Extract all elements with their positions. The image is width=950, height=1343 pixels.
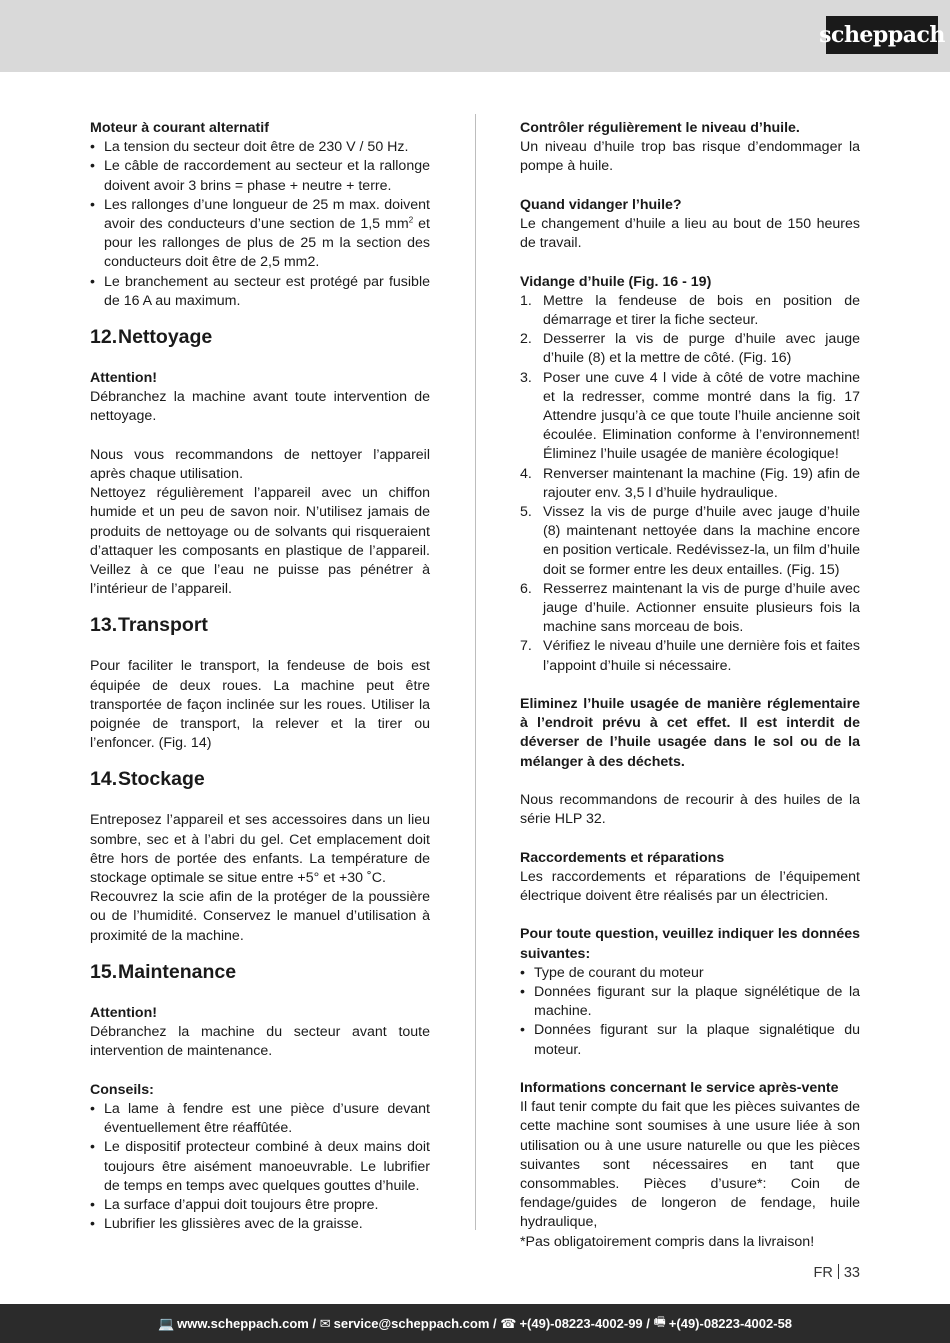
list-item [520,637,860,675]
paragraph: Débranchez la machine du secteur avant toute intervention de maintenance. [90,1024,430,1060]
envelope-icon: ✉ [319,1315,331,1331]
paragraph: Nettoyez régulièrement l’appareil avec un chiffon humide et un peu de savon noir. N’utilisez jamais de produits de nettoyage ou de solvants qui risqueraient d’attaquer les composants en plastique de l’appareil. Veillez à ce que l’eau ne puisse pas pénétrer à l’intérieur de l’appareil. [90,485,430,598]
paragraph: Débranchez la machine avant toute intervention de nettoyage. [90,389,430,425]
step-number: 3. [520,369,532,386]
tips-heading: Conseils: [90,1081,154,1098]
step-text: Poser une cuve 4 l vide à côté de votre machine et la redresser, comme montré dans la fig. 17 Attendre jusqu’à ce que toute l’huile ancienne soit écoulée. Elimination conforme à l’environnement! Éliminez l’huile usagée de manière écologique! [543,369,860,463]
paragraph: Il faut tenir compte du fait que les pièces suivantes de cette machine sont soumises à une usure liée à son utilisation ou à une usure naturelle ou que les pièces suivantes sont nécessaires en tant que consommables. Pièces d’usure*: Coin de fendage/guides de longeron de fendage, huile hydraulique, [520,1099,860,1231]
list-item: • Le branchement au secteur est protégé par fusible de 16 A au maximum. [90,273,430,311]
list-item: • Le dispositif protecteur combiné à deux mains doit toujours être aisément manoeuvrable. Le lubrifier de temps en temps avec quelques gouttes d’huile. [90,1138,430,1196]
paragraph: Pour faciliter le transport, la fendeuse de bois est équipée de deux roues. La machine peut être transportée de façon inclinée sur les roues. Utiliser la poignée de transport, la relever et la tirer ou l’enfoncer. (Fig. 14) [90,658,430,752]
step-text: Mettre la fendeuse de bois en position de démarrage et tirer la fiche secteur. [543,292,860,328]
step-text: Resserrez maintenant la vis de purge d’huile avec jauge d’huile. Actionner ensuite plusieurs fois la machine sans morceau de bois. [543,580,860,636]
section-title: Nettoyage [118,326,213,349]
question-list [520,964,860,1060]
motor-heading: Moteur à courant alternatif [90,120,269,136]
page-number [814,1264,860,1281]
left-column [90,119,430,1234]
list-item [90,196,430,273]
step-number: 6. [520,580,532,597]
section-heading-13 [90,613,430,637]
list-item: • Lubrifier les glissières avec de la graisse. [90,1215,430,1234]
section-number: 13. [90,614,118,637]
section-number: 14. [90,768,118,791]
paragraph: Un niveau d’huile trop bas risque d’endommager la pompe à huile. [520,139,860,175]
step-text: Vérifiez le niveau d’huile une dernière fois et faites l’appoint d’huile si nécessaire. [543,638,860,674]
list-item: • Type de courant du moteur [520,964,860,983]
header-bar [0,0,950,72]
list-item [520,330,860,368]
oil-change-heading: Quand vidanger l’huile? [520,196,682,213]
paragraph: Nous recommandons de recourir à des huiles de la série HLP 32. [520,792,860,828]
paragraph: Recouvrez la scie afin de la protéger de la poussière ou de l’humidité. Conservez le manuel d’utilisation à proximité de la machine. [90,889,430,944]
step-number: 1. [520,292,532,309]
page-language: FR [813,1265,833,1281]
brand-logo: scheppach [826,16,938,54]
disposal-warning: Eliminez l’huile usagée de manière réglementaire à l’endroit prévu à cet effet. Il est interdit de déverser de l’huile usagée dans le sol ou de la mélanger à des déchets. [520,696,860,770]
section-number: 12. [90,326,118,349]
oil-drain-heading: Vidange d’huile (Fig. 16 - 19) [520,273,712,290]
step-text: Vissez la vis de purge d’huile avec jauge d’huile (8) maintenant nettoyée dans la machine encore en position verticale. Redévissez-la, un film d’huile doit se former entre les deux entailles. (Fig. 15) [543,504,861,578]
service-heading: Informations concernant le service après-vente [520,1080,839,1097]
paragraph: Nous vous recommandons de nettoyer l’appareil après chaque utilisation. [90,446,430,483]
list-item [520,465,860,503]
separator: / [642,1316,654,1331]
column-divider [475,114,476,1230]
attention-label: Attention! [90,1004,157,1021]
list-item-text: et pour les rallonges de plus de 25 m la section des conducteurs doit être de 2,5 mm2. [104,216,430,271]
section-title: Maintenance [118,960,237,983]
footer-phone: +(49)-08223-4002-99 [519,1316,643,1331]
tips-list [90,1100,430,1234]
section-number: 15. [90,960,118,983]
separator [838,1264,839,1279]
fax-icon: 🖷 [653,1313,666,1329]
paragraph: Le changement d’huile a lieu au bout de 150 heures de travail. [520,216,860,252]
list-item [520,503,860,580]
superscript: 2 [408,215,414,225]
section-title: Transport [118,614,208,637]
page-number-value: 33 [843,1265,860,1281]
phone-icon: ☎ [500,1315,517,1331]
list-item [520,369,860,465]
list-item: • La lame à fendre est une pièce d’usure devant éventuellement être réaffûtée. [90,1100,430,1138]
list-item: • Le câble de raccordement au secteur et la rallonge doivent avoir 3 brins = phase + neutre + terre. [90,157,430,195]
right-column [520,119,860,1252]
list-item: • Données figurant sur la plaque signélétique de la machine. [520,983,860,1021]
step-text: Desserrer la vis de purge d’huile avec jauge d’huile (8) et la mettre de côté. (Fig. 16) [543,331,860,367]
question-heading: Pour toute question, veuillez indiquer les données suivantes: [520,926,860,962]
computer-icon: 💻 [157,1315,175,1331]
separator: / [308,1316,320,1331]
list-item: • Données figurant sur la plaque signalétique du moteur. [520,1021,860,1059]
step-text: Renverser maintenant la machine (Fig. 19) afin de rajouter env. 3,5 l d’huile hydraulique. [543,465,860,501]
oil-drain-steps [520,292,860,676]
footer-web-link[interactable]: www.scheppach.com [177,1316,309,1331]
section-heading-12 [90,325,430,349]
section-heading-15 [90,960,430,984]
list-item [520,580,860,638]
footer-bar [0,1304,950,1343]
oil-check-heading: Contrôler régulièrement le niveau d’huile. [520,120,800,136]
motor-list [90,138,430,311]
step-number: 5. [520,504,532,521]
connections-heading: Raccordements et réparations [520,849,725,866]
step-number: 2. [520,331,532,348]
list-item: • La surface d’appui doit toujours être propre. [90,1196,430,1215]
footer-fax: +(49)-08223-4002-58 [668,1316,793,1331]
paragraph: Entreposez l’appareil et ses accessoires dans un lieu sombre, sec et à l’abri du gel. Cet emplacement doit être hors de portée des enfants. La température de stockage optimale se situe entre +5° et +30 ˚C. [90,812,430,887]
separator: / [489,1316,501,1331]
section-title: Stockage [118,768,205,791]
list-item-text: Les rallonges d’une longueur de 25 m max. doivent avoir des conducteurs d’une section de 1,5 mm [104,196,430,233]
list-item [520,292,860,330]
step-number: 4. [520,465,532,482]
paragraph: Les raccordements et réparations de l’équipement électrique doivent être réalisés par un électricien. [520,868,860,905]
list-item: • La tension du secteur doit être de 230 V / 50 Hz. [90,138,430,157]
attention-label: Attention! [90,370,157,387]
service-note: *Pas obligatoirement compris dans la livraison! [520,1233,815,1250]
step-number: 7. [520,638,532,655]
section-heading-14 [90,767,430,791]
footer-email-link[interactable]: service@scheppach.com [333,1316,490,1331]
